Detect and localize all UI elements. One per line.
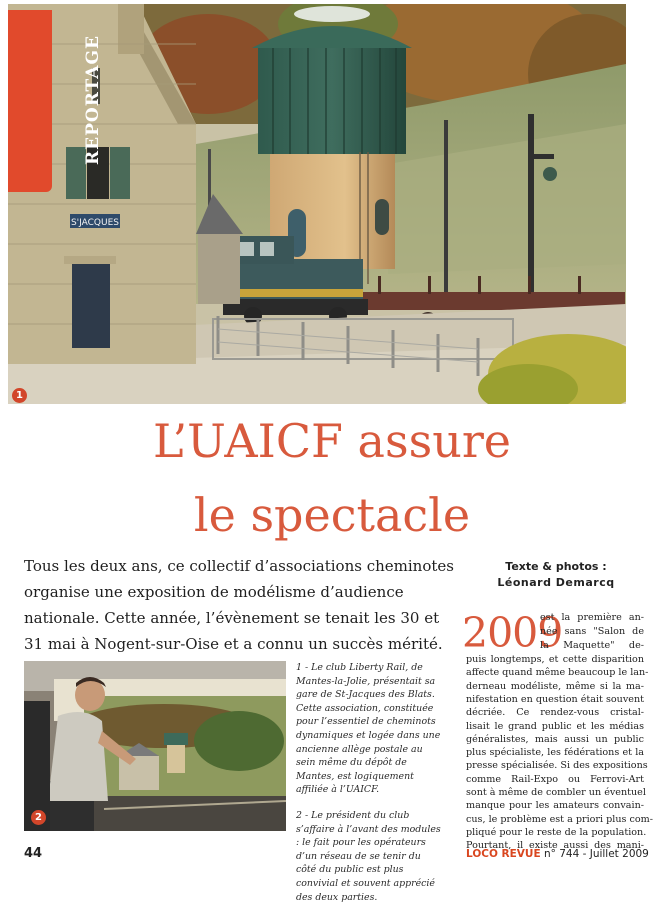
photo-number-1: 1 <box>12 388 27 403</box>
article-intro: Tous les deux ans, ce collectif d’associations cheminotes organise une exposition de modélisme d’audience nationale. Cette année, l’évènement se tenait les 30 et 31 mai à Nogent-sur-Oise et a connu un succès mérité. <box>24 557 454 653</box>
article-title-line-1: L’UAICF assure <box>152 414 512 468</box>
secondary-photo <box>24 661 286 831</box>
secondary-photo-illustration <box>24 661 286 831</box>
section-tab-label: REPORTAGE <box>83 35 103 165</box>
article-line: généralistes, mais aussi un public <box>466 733 644 745</box>
photo-captions <box>296 661 442 916</box>
credit-author: Léonard Demarcq <box>497 576 615 589</box>
article-line: comme Rail-Expo ou Ferrovi-Art <box>466 773 644 785</box>
article-line: nifestation en question était souvent <box>466 693 644 705</box>
article-line: lisait le grand public et les médias <box>466 720 644 732</box>
article-line: cus, le problème est a priori plus com- <box>466 813 653 825</box>
article-line: manque pour les amateurs convain- <box>466 800 644 812</box>
page-number: 44 <box>24 846 43 861</box>
article-line: la Maquette" de- <box>540 640 644 651</box>
article-line: affecte quand même beaucoup le lan- <box>466 667 649 679</box>
article-title-line-2: le spectacle <box>193 488 471 542</box>
photo-number-2: 2 <box>31 810 46 825</box>
article-line: presse spécialisée. Si des expositions <box>466 760 648 772</box>
drop-cap: 2009 <box>462 609 563 657</box>
article-line: décriée. Ce rendez-vous cristal- <box>466 707 644 719</box>
article-line: née sans "Salon de <box>540 626 644 637</box>
article-line: plus spécialiste, les fédérations et la <box>466 747 644 759</box>
caption-2: 2 - Le président du club s’affaire à l’avant des modules : le fait pour les opérateurs d’un réseau de se tenir du côté du public est plus convivial et souvent apprécié des deux parties. <box>296 809 441 903</box>
article-line: derneau modéliste, même si la ma- <box>466 680 644 692</box>
section-tab <box>8 10 52 192</box>
station-sign: S'JACQUES <box>70 218 120 228</box>
issue-info: n° 744 - Juillet 2009 <box>543 848 649 860</box>
caption-1: 1 - Le club Liberty Rail, de Mantes-la-Jolie, présentait sa gare de St-Jacques des Blats. Cette association, constituée pour l’essentiel de cheminots dynamiques et logée dans une ancienne allège postale au sein même du dépôt de Mantes, est logiquement affiliée à l’UAICF. <box>296 662 441 796</box>
article-line: pliqué pour le reste de la population. <box>466 826 647 838</box>
footer-magazine <box>466 848 649 860</box>
magazine-name: LOCO REVUE <box>466 848 541 860</box>
credit-label: Texte & photos : <box>505 560 607 573</box>
article-line: puis longtemps, et cette disparition <box>466 654 644 665</box>
article-line: est la première an- <box>540 612 644 623</box>
article-line: Pourtant, il existe aussi des mani- <box>466 840 644 852</box>
article-line: sont à même de combler un éventuel <box>466 787 646 798</box>
